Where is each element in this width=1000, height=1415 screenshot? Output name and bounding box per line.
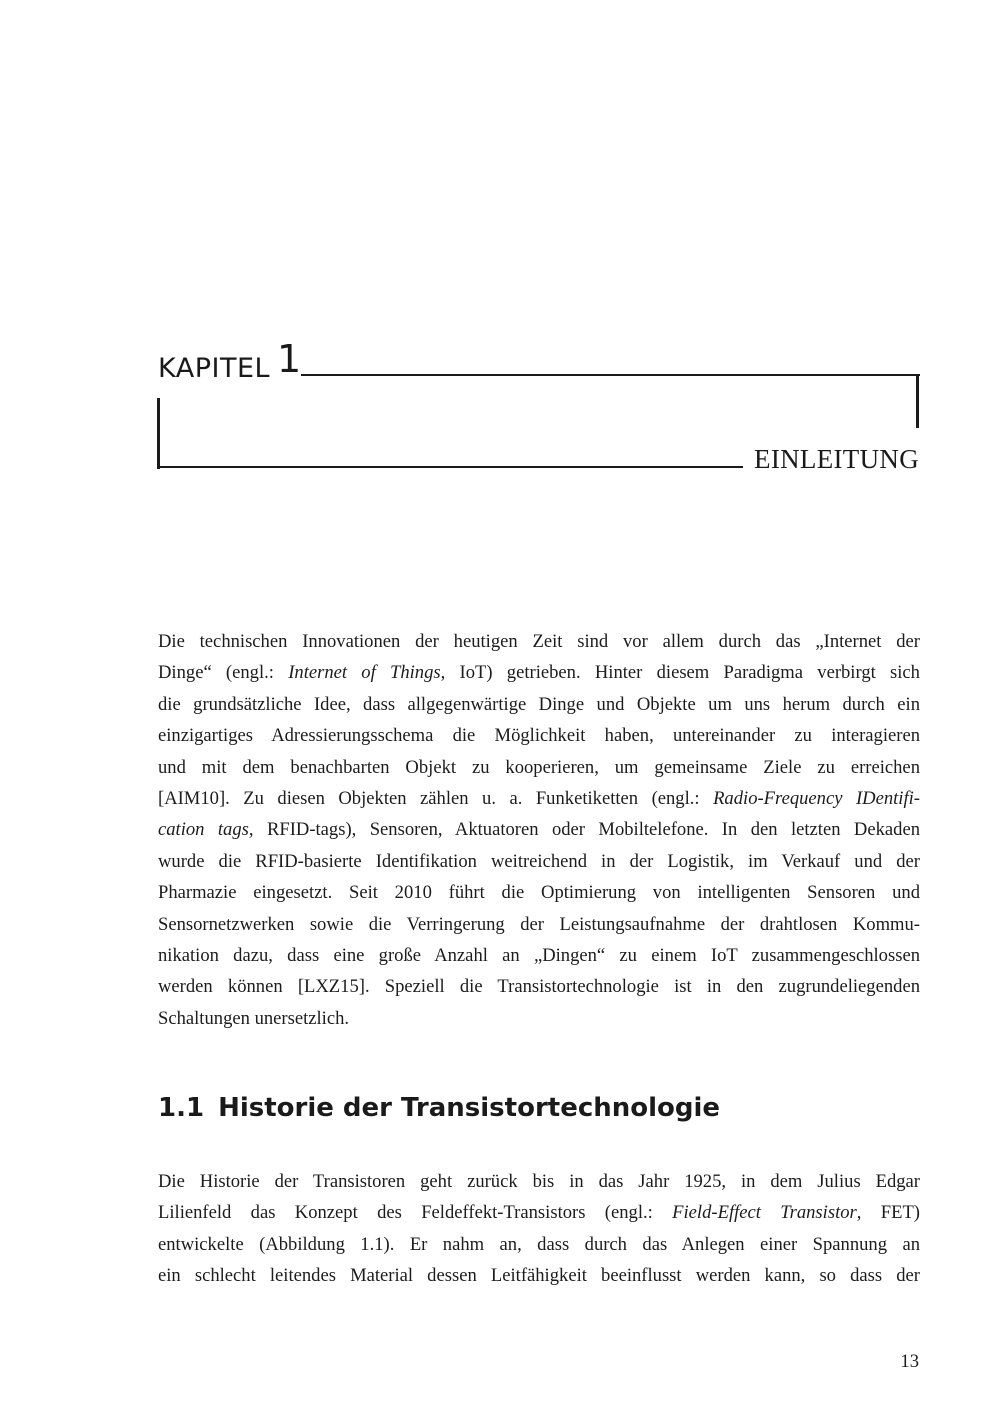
section-heading (158, 1095, 720, 1121)
text-line: Lilienfeld das Konzept des Feldeffekt-Transistors (engl.: Field-Effect Transistor, FET) (158, 1202, 920, 1224)
italic-term: Radio-Frequency IDentifi- (713, 787, 920, 809)
text-line: Dinge“ (engl.: Internet of Things, IoT) getrieben. Hinter diesem Paradigma verbirgt sich (158, 662, 920, 684)
text-line: Sensornetzwerken sowie die Verringerung der Leistungsaufnahme der drahtlosen Kommu- (158, 913, 920, 935)
italic-term: Field-Effect Transistor (672, 1202, 857, 1224)
chapter-rule-bottom (157, 466, 743, 468)
chapter-title: EINLEITUNG (754, 444, 919, 474)
text-line: ein schlecht leitendes Material dessen Leitfähigkeit beeinflusst werden kann, so dass der (158, 1265, 920, 1287)
text-line: und mit dem benachbarten Objekt zu kooperieren, um gemeinsame Ziele zu erreichen (158, 756, 920, 778)
text-line: Pharmazie eingesetzt. Seit 2010 führt die Optimierung von intelligenten Sensoren und (158, 882, 920, 904)
chapter-rule-left (157, 398, 160, 469)
text-line: entwickelte (Abbildung 1.1). Er nahm an, dass durch das Anlegen einer Spannung an (158, 1233, 920, 1255)
intro-paragraph (158, 626, 920, 1034)
section-title: Historie der Transistortechnologie (218, 1093, 721, 1123)
text-line: cation tags, RFID-tags), Sensoren, Aktuatoren oder Mobiltelefone. In den letzten Dekaden (158, 819, 921, 841)
chapter-label: KAPITEL (158, 353, 271, 384)
text-line: Die Historie der Transistoren geht zurück bis in das Jahr 1925, in dem Julius Edgar (158, 1171, 920, 1192)
text-line: Die technischen Innovationen der heutigen Zeit sind vor allem durch das „Internet der (158, 631, 920, 652)
italic-term: Internet of Things (288, 662, 441, 684)
chapter-rule-top (301, 374, 920, 376)
text-line: einzigartiges Adressierungsschema die Möglichkeit haben, untereinander zu interagieren (158, 725, 920, 747)
chapter-rule-right (916, 374, 919, 428)
italic-term: cation tags (158, 819, 249, 841)
text-line: wurde die RFID-basierte Identifikation weitreichend in der Logistik, im Verkauf und der (158, 850, 920, 872)
history-paragraph (158, 1166, 920, 1292)
chapter-number: 1 (277, 337, 302, 381)
page-number: 13 (900, 1351, 919, 1372)
section-number: 1.1 (158, 1093, 205, 1123)
text-line: [AIM10]. Zu diesen Objekten zählen u. a. Funketiketten (engl.: Radio-Frequency IDentifi- (158, 787, 920, 809)
text-line: werden können [LXZ15]. Speziell die Transistortechnologie ist in den zugrundeliegenden (158, 976, 920, 998)
text-line: Schaltungen unersetzlich. (158, 1007, 350, 1029)
text-line: die grundsätzliche Idee, dass allgegenwärtige Dinge und Objekte um uns herum durch ein (158, 693, 920, 715)
text-line: nikation dazu, dass eine große Anzahl an „Dingen“ zu einem IoT zusammengeschlossen (158, 944, 920, 966)
